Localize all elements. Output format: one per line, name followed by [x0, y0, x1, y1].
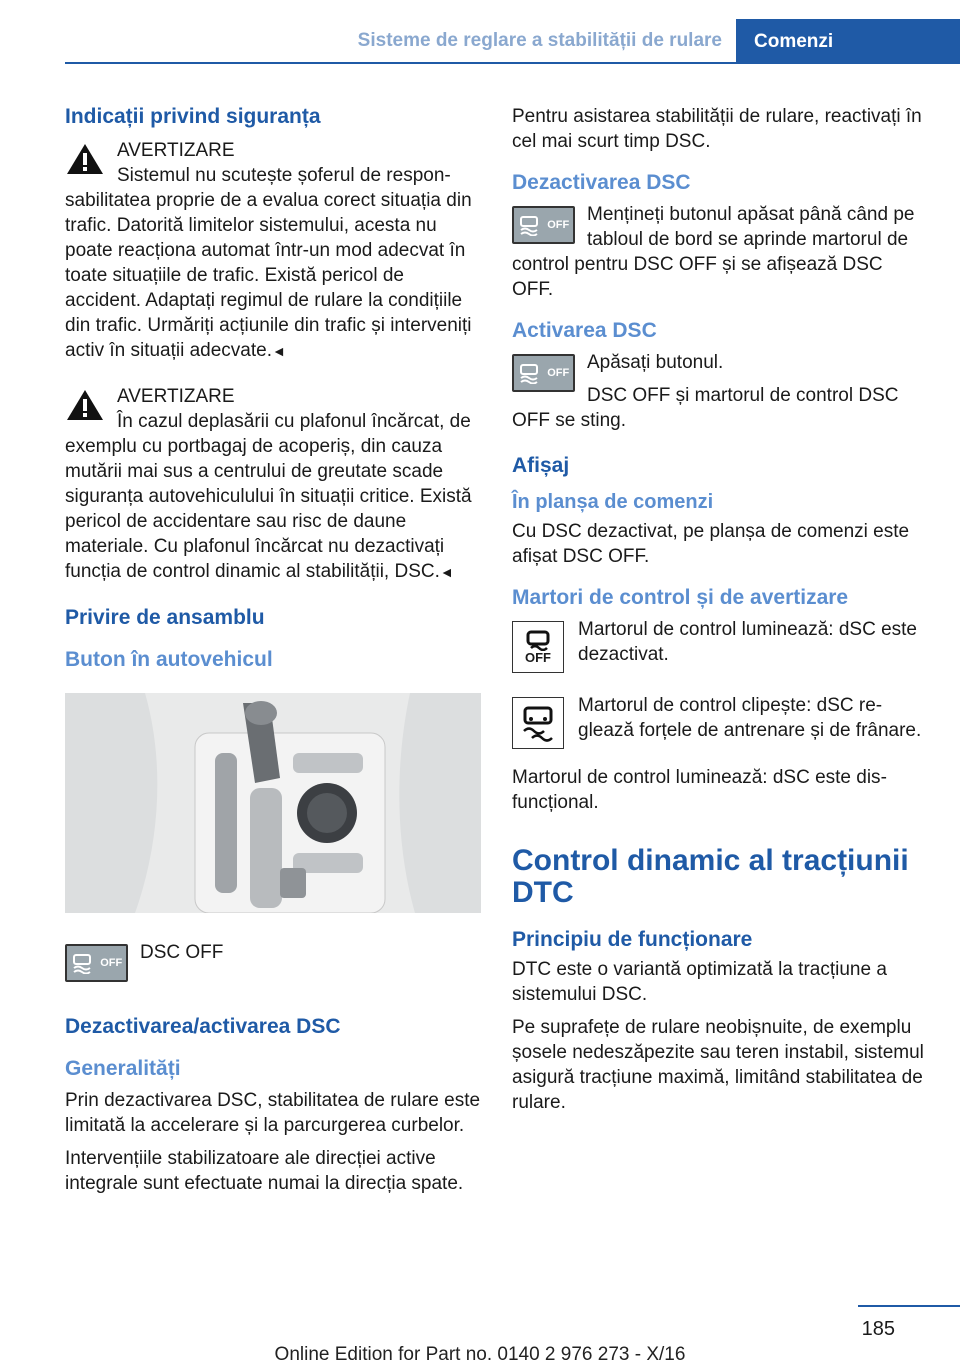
- button-heading: Buton în autovehicul: [65, 648, 273, 671]
- dsc-off-button-icon: [65, 944, 128, 982]
- deact-act-heading: Dezactivarea/activarea DSC: [65, 1015, 341, 1038]
- general-paragraph-1: Prin dezactivarea DSC, stabilitatea de rulare este limitată la accelerare și la parcurgerea curbelor.: [65, 1090, 481, 1136]
- indicators-heading: Martori de control și de avertizare: [512, 586, 849, 609]
- off-label: OFF: [547, 218, 570, 231]
- warning-label: AVERTIZARE: [117, 140, 235, 161]
- principle-paragraph-2: Pe suprafețe de rulare neobișnuite, de exemplu șosele nedeszăpezite sau teren instabil, sistemul asigură tracțiune maximă, limitând stabilitatea de rulare.: [512, 1017, 924, 1113]
- deactivate-heading: Dezactivarea DSC: [512, 171, 691, 194]
- right-column: [512, 104, 928, 1123]
- deactivate-block: [512, 202, 928, 302]
- center-console-photo: [65, 693, 481, 913]
- warning-text: În cazul deplasării cu plafonul încărcat, de exemplu cu portbagaj de acoperiș, din cauza mutării mai sus a centrului de greutate scade siguranța autovehiculului în situații critice. Există pericol de accidentare sau risc de daune materiale. Cu plafonul încărcat nu dezactivați funcția de control dinamic al stabilității, DSC.: [65, 411, 472, 582]
- end-mark-icon: ◄: [439, 564, 454, 580]
- page-number: 185: [861, 1318, 895, 1340]
- cluster-heading: În planșa de comenzi: [512, 491, 714, 513]
- indicator-block-2: [512, 693, 928, 753]
- dtc-heading: Control dinamic al tracțiunii DTC: [512, 844, 909, 909]
- dsc-off-button-icon: [512, 354, 575, 392]
- left-column: [65, 104, 481, 1204]
- section-title: Sisteme de reglare a stabilității de rulare: [357, 30, 722, 51]
- activate-heading: Activarea DSC: [512, 319, 657, 342]
- off-label: OFF: [525, 650, 551, 665]
- overview-heading: Privire de ansamblu: [65, 606, 265, 629]
- deactivate-text: Mențineți butonul apăsat până când pe tabloul de bord se aprinde martorul de control pentru DSC OFF și se afișează DSC OFF.: [512, 204, 915, 300]
- footer-edition: Online Edition for Part no. 0140 2 976 273 - X/16: [274, 1344, 686, 1365]
- page-number-rule: [858, 1305, 960, 1307]
- principle-paragraph-1: DTC este o variantă optimizată la tracțiune a sistemului DSC.: [512, 959, 887, 1005]
- dsc-off-button-icon: [512, 206, 575, 244]
- warning-label: AVERTIZARE: [117, 386, 235, 407]
- display-heading: Afișaj: [512, 454, 570, 477]
- chapter-tab: Comenzi: [736, 19, 960, 62]
- activate-step-2: DSC OFF și martorul de control DSC OFF se sting.: [512, 385, 899, 431]
- dsc-off-indicator-icon: [512, 621, 564, 673]
- warning-triangle-icon: [65, 142, 105, 176]
- indicator-3-text: Martorul de control luminează: dSC este disfuncțional.: [512, 767, 887, 813]
- principle-heading: Principiu de funcționare: [512, 928, 753, 951]
- indicator-1-text: Martorul de control luminează: dSC este dezactivat.: [578, 619, 917, 665]
- general-paragraph-2: Intervențiile stabilizatoare ale direcției active integrale sunt efectuate numai la direcția spate.: [65, 1148, 464, 1194]
- warning-block-2: [65, 384, 481, 585]
- dsc-off-button-legend: [65, 940, 481, 986]
- warning-block-1: [65, 138, 481, 364]
- dsc-active-indicator-icon: [512, 697, 564, 749]
- dsc-off-label: DSC OFF: [140, 942, 224, 963]
- indicator-block-1: [512, 617, 928, 677]
- off-label: OFF: [100, 956, 123, 969]
- off-label: OFF: [547, 366, 570, 379]
- end-mark-icon: ◄: [272, 343, 286, 359]
- activate-step-1: Apăsați butonul.: [587, 352, 724, 373]
- indicator-2-text: Martorul de control clipește: dSC reglează forțele de antrenare și de frânare.: [578, 695, 922, 741]
- warning-triangle-icon: [65, 388, 105, 422]
- safety-heading: Indicații privind siguranța: [65, 105, 321, 128]
- activate-block: [512, 350, 928, 433]
- page-header: [65, 0, 960, 64]
- cluster-paragraph: Cu DSC dezactivat, pe planșa de comenzi este afișat DSC OFF.: [512, 521, 910, 567]
- general-heading: Generalități: [65, 1057, 181, 1080]
- warning-text: Sistemul nu scutește șoferul de responsabilitatea proprie de a evalua corect situația din trafic. Datorită limitelor sistemului, acesta nu poate reacționa automat într-un mod adecvat în toate situațiile de trafic. Există pericol de accident. Adaptați regimul de rulare la condițiile din trafic. Urmăriți acțiunile din trafic și interveniți activ în situații adecvate.: [65, 165, 472, 361]
- intro-paragraph: Pentru asistarea stabilității de rulare, reactivați în cel mai scurt timp DSC.: [512, 106, 922, 152]
